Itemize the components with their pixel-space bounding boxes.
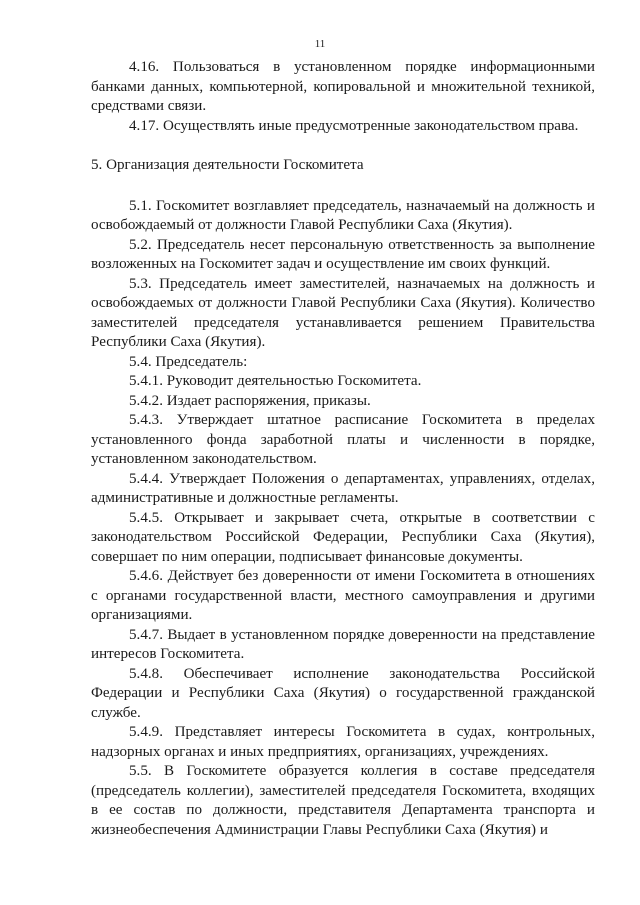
paragraph-5-4-8: 5.4.8. Обеспечивает исполнение законодательства Российской Федерации и Республики Саха (Якутия) о государственной гражданской службе. (91, 665, 595, 721)
section-heading: 5. Организация деятельности Госкомитета (91, 157, 364, 173)
paragraph-5-4-7: 5.4.7. Выдает в установленном порядке доверенности на представление интересов Госкомитета. (91, 626, 595, 662)
paragraph-5-4-4: 5.4.4. Утверждает Положения о департаментах, управлениях, отделах, административные и должностные регламенты. (91, 470, 595, 506)
paragraph-5-4-1: 5.4.1. Руководит деятельностью Госкомитета. (129, 373, 422, 389)
paragraph-5-1: 5.1. Госкомитет возглавляет председатель, назначаемый на должность и освобождаемый от должности Главой Республики Саха (Якутия). (91, 197, 595, 233)
paragraph-5-3: 5.3. Председатель имеет заместителей, назначаемых на должность и освобождаемых от должности Главой Республики Саха (Якутия). Количество заместителей председателя устанавливается решением Правительства Республики Саха (Якутия). (91, 275, 595, 350)
paragraph-4-16: 4.16. Пользоваться в установленном порядке информационными банками данных, компьютерной, копировальной и множительной техникой, средствами связи. (91, 59, 595, 114)
paragraph-5-4-6: 5.4.6. Действует без доверенности от имени Госкомитета в отношениях с органами государственной власти, местного самоуправления и другими организациями. (91, 568, 595, 623)
document-body (91, 58, 595, 840)
paragraph-5-4-2: 5.4.2. Издает распоряжения, приказы. (129, 392, 371, 409)
page-number: 11 (314, 38, 326, 50)
paragraph-5-4-5: 5.4.5. Открывает и закрывает счета, открытые в соответствии с законодательством Российской Федерации, Республики Саха (Якутия), совершает по ним операции, подписывает финансовые документы. (91, 509, 595, 565)
paragraph-5-4-9: 5.4.9. Представляет интересы Госкомитета в судах, контрольных, надзорных органах и иных предприятиях, организациях, учреждениях. (91, 724, 595, 760)
paragraph-5-5: 5.5. В Госкомитете образуется коллегия в составе председателя (председатель коллегии), заместителей председателя Госкомитета, входящих в ее состав по должности, представителя Департамента транспорта и жизнеобеспечения Администрации Главы Республики Саха (Якутия) и (91, 763, 595, 838)
paragraph-4-17: 4.17. Осуществлять иные предусмотренные законодательством права. (129, 117, 579, 134)
paragraph-5-2: 5.2. Председатель несет персональную ответственность за выполнение возложенных на Госкомитет задач и осуществление им своих функций. (91, 236, 595, 272)
paragraph-5-4: 5.4. Председатель: (129, 353, 248, 370)
paragraph-5-4-3: 5.4.3. Утверждает штатное расписание Госкомитета в пределах установленного фонда заработной платы и численности в порядке, установленном законодательством. (91, 412, 595, 467)
